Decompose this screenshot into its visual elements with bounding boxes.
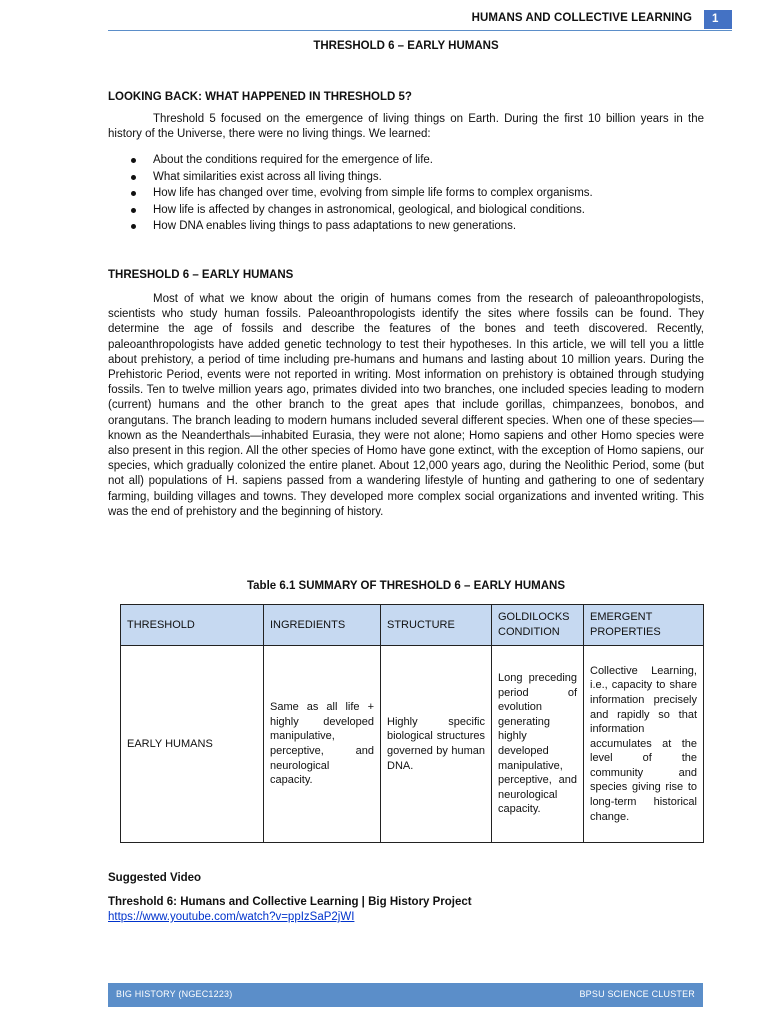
- learned-list: [108, 152, 704, 235]
- column-header-goldilocks: GOLDILOCKS CONDITION: [492, 605, 584, 646]
- early-humans-heading: THRESHOLD 6 – EARLY HUMANS: [108, 269, 294, 281]
- page-footer: [108, 983, 703, 1007]
- list-item: How life is affected by changes in astronomical, geological, and biological conditions.: [108, 202, 704, 219]
- looking-back-intro: Threshold 5 focused on the emergence of living things on Earth. During the first 10 billion years in the history of the Universe, there were no living things. We learned:: [108, 113, 704, 141]
- suggested-video-label: Suggested Video: [108, 872, 202, 884]
- looking-back-heading: LOOKING BACK: WHAT HAPPENED IN THRESHOLD 5?: [108, 91, 412, 103]
- cell-emergent: Collective Learning, i.e., capacity to share information precisely and rapidly so that information accumulates at the level of the community and species giving rise to long-term historical change.: [584, 646, 704, 843]
- page-number: 1: [704, 10, 732, 29]
- footer-department: BPSU SCIENCE CLUSTER: [579, 989, 695, 999]
- suggested-video-title: Threshold 6: Humans and Collective Learning | Big History Project: [108, 896, 472, 908]
- header-title: HUMANS AND COLLECTIVE LEARNING: [471, 12, 692, 24]
- cell-structure: Highly specific biological structures governed by human DNA.: [381, 646, 492, 843]
- column-header-threshold: THRESHOLD: [121, 605, 264, 646]
- table-row: [121, 646, 704, 843]
- column-header-emergent: EMERGENT PROPERTIES: [584, 605, 704, 646]
- cell-threshold: EARLY HUMANS: [121, 646, 264, 843]
- list-item: How life has changed over time, evolving from simple life forms to complex organisms.: [108, 185, 704, 202]
- list-item: How DNA enables living things to pass adaptations to new generations.: [108, 218, 704, 235]
- table-header-row: [121, 605, 704, 646]
- footer-course: BIG HISTORY (NGEC1223): [116, 989, 233, 999]
- column-header-structure: STRUCTURE: [381, 605, 492, 646]
- suggested-video-link[interactable]: https://www.youtube.com/watch?v=ppIzSaP2jWI: [108, 911, 355, 923]
- column-header-ingredients: INGREDIENTS: [264, 605, 381, 646]
- table-caption: Table 6.1 SUMMARY OF THRESHOLD 6 – EARLY HUMANS: [246, 580, 565, 592]
- cell-goldilocks: Long preceding period of evolution generating highly developed manipulative, perceptive, and neurological capacity.: [492, 646, 584, 843]
- page-header: [108, 10, 732, 31]
- cell-ingredients: Same as all life + highly developed manipulative, perceptive, and neurological capacity.: [264, 646, 381, 843]
- list-item: About the conditions required for the emergence of life.: [108, 152, 704, 169]
- list-item: What similarities exist across all living things.: [108, 169, 704, 186]
- document-title: THRESHOLD 6 – EARLY HUMANS: [313, 40, 499, 52]
- early-humans-body: Most of what we know about the origin of humans comes from the research of paleoanthropologists, scientists who study human fossils. Paleoanthropologists identify the sites where fossils can be found. They determine the age of fossils and describe the features of the bones and teeth discovered. Recently, paleoanthropologists have added genetic technology to test their hypotheses. In this article, we will tell you a little about prehistory, a period of time including pre-humans and humans and lasting about 10 million years. During the Prehistoric Period, events were not reported in writing. Most information on prehistory is obtained through studying fossils. Ten to twelve million years ago, primates divided into two branches, one included species leading to modern (current) humans and the other branch to the great apes that include gorillas, chimpanzees, bonobos, and orangutans. The branch leading to modern humans included several different species. When one of these species—known as the Neanderthals—inhabited Eurasia, they were not alone; Homo sapiens and other Homo species were also present in this region. All the other species of Homo have gone extinct, with the exception of Homo sapiens, our species, which gradually colonized the entire planet. About 12,000 years ago, during the Neolithic Period, some (but not all) populations of H. sapiens passed from a wandering lifestyle of hunting and gathering to one of sedentary farming, building villages and towns. They developed more complex social organizations and invented writing. This was the end of prehistory and the beginning of history.: [108, 293, 704, 518]
- summary-table: [120, 604, 704, 843]
